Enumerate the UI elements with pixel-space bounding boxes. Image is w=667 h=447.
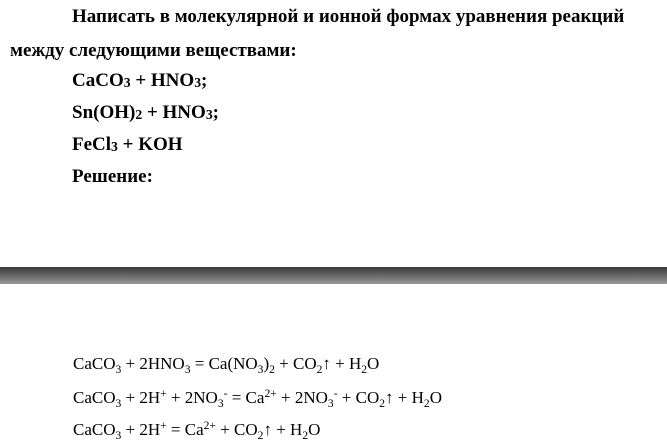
- equation-subscript: 2: [257, 428, 264, 442]
- equation-subscript: 2: [379, 396, 386, 410]
- equation-subscript: 3: [115, 362, 122, 376]
- equation-superscript: -: [333, 386, 338, 400]
- equation-superscript: 2+: [264, 386, 277, 400]
- equation-part: + 2H: [121, 388, 161, 407]
- equation-subscript: 2: [361, 362, 368, 376]
- reaction-1-subscript: 3: [123, 75, 131, 91]
- equation-part: ↑ + H: [385, 388, 424, 407]
- equation-subscript: 3: [184, 362, 191, 376]
- equation-part: O: [308, 420, 321, 439]
- equation-part: + 2NO: [166, 388, 218, 407]
- reaction-1-part: ;: [201, 70, 208, 91]
- reaction-3-part: FeCl: [72, 134, 112, 155]
- solution-heading: Решение:: [72, 166, 153, 187]
- equation-part: CaCO: [73, 354, 116, 373]
- reaction-3-part: + KOH: [117, 134, 183, 155]
- reaction-3-subscript: 3: [111, 139, 118, 155]
- reaction-2-part: + HNO: [142, 102, 206, 123]
- reaction-2-subscript: 2: [135, 107, 143, 123]
- reaction-1-part: CaCO: [72, 70, 124, 91]
- equation-part: = Ca: [227, 388, 265, 407]
- equation-part: O: [367, 354, 380, 373]
- equation-subscript: 3: [217, 396, 224, 410]
- equation-part: CaCO: [73, 420, 116, 439]
- equation-subscript: 3: [115, 428, 122, 442]
- equation-subscript: 2: [302, 428, 309, 442]
- equation-superscript: -: [223, 386, 228, 400]
- equation-part: ↑ + H: [263, 420, 303, 439]
- task-text-line-1: Написать в молекулярной и ионной формах уравнения реакций: [72, 6, 625, 27]
- equation-part: + 2H: [121, 420, 161, 439]
- reaction-1-subscript: 3: [194, 75, 202, 91]
- equation-part: CaCO: [73, 388, 116, 407]
- full-ionic-equation: [73, 388, 442, 408]
- equation-subscript: 3: [257, 362, 264, 376]
- equation-part: = Ca: [166, 420, 204, 439]
- equation-part: + CO: [215, 420, 258, 439]
- short-ionic-equation: [73, 420, 320, 440]
- reaction-2-subscript: 3: [205, 107, 213, 123]
- reaction-1: [72, 70, 207, 92]
- equation-superscript: +: [160, 418, 167, 432]
- equation-superscript: 2+: [203, 418, 216, 432]
- equation-subscript: 2: [269, 362, 275, 376]
- equation-part: ): [263, 354, 270, 373]
- equation-part: O: [429, 388, 442, 407]
- reaction-3: [72, 134, 183, 156]
- reaction-2-part: Sn(OH): [72, 102, 136, 123]
- reaction-2: [72, 102, 219, 124]
- task-text-line-2: между следующими веществами:: [10, 40, 297, 61]
- equation-subscript: 2: [423, 396, 430, 410]
- reaction-1-part: + HNO: [130, 70, 195, 91]
- equation-superscript: +: [160, 386, 167, 400]
- equation-part: = Ca(NO: [190, 354, 258, 373]
- equation-subscript: 3: [327, 396, 334, 410]
- molecular-equation: [73, 354, 379, 374]
- equation-part: + CO: [274, 354, 317, 373]
- equation-part: ↑ + H: [322, 354, 362, 373]
- equation-part: + 2HNO: [121, 354, 185, 373]
- page-divider-bar: [0, 267, 667, 284]
- equation-subscript: 2: [316, 362, 323, 376]
- equation-subscript: 3: [115, 396, 122, 410]
- equation-part: + 2NO: [276, 388, 328, 407]
- reaction-2-part: ;: [212, 102, 219, 123]
- equation-part: + CO: [337, 388, 380, 407]
